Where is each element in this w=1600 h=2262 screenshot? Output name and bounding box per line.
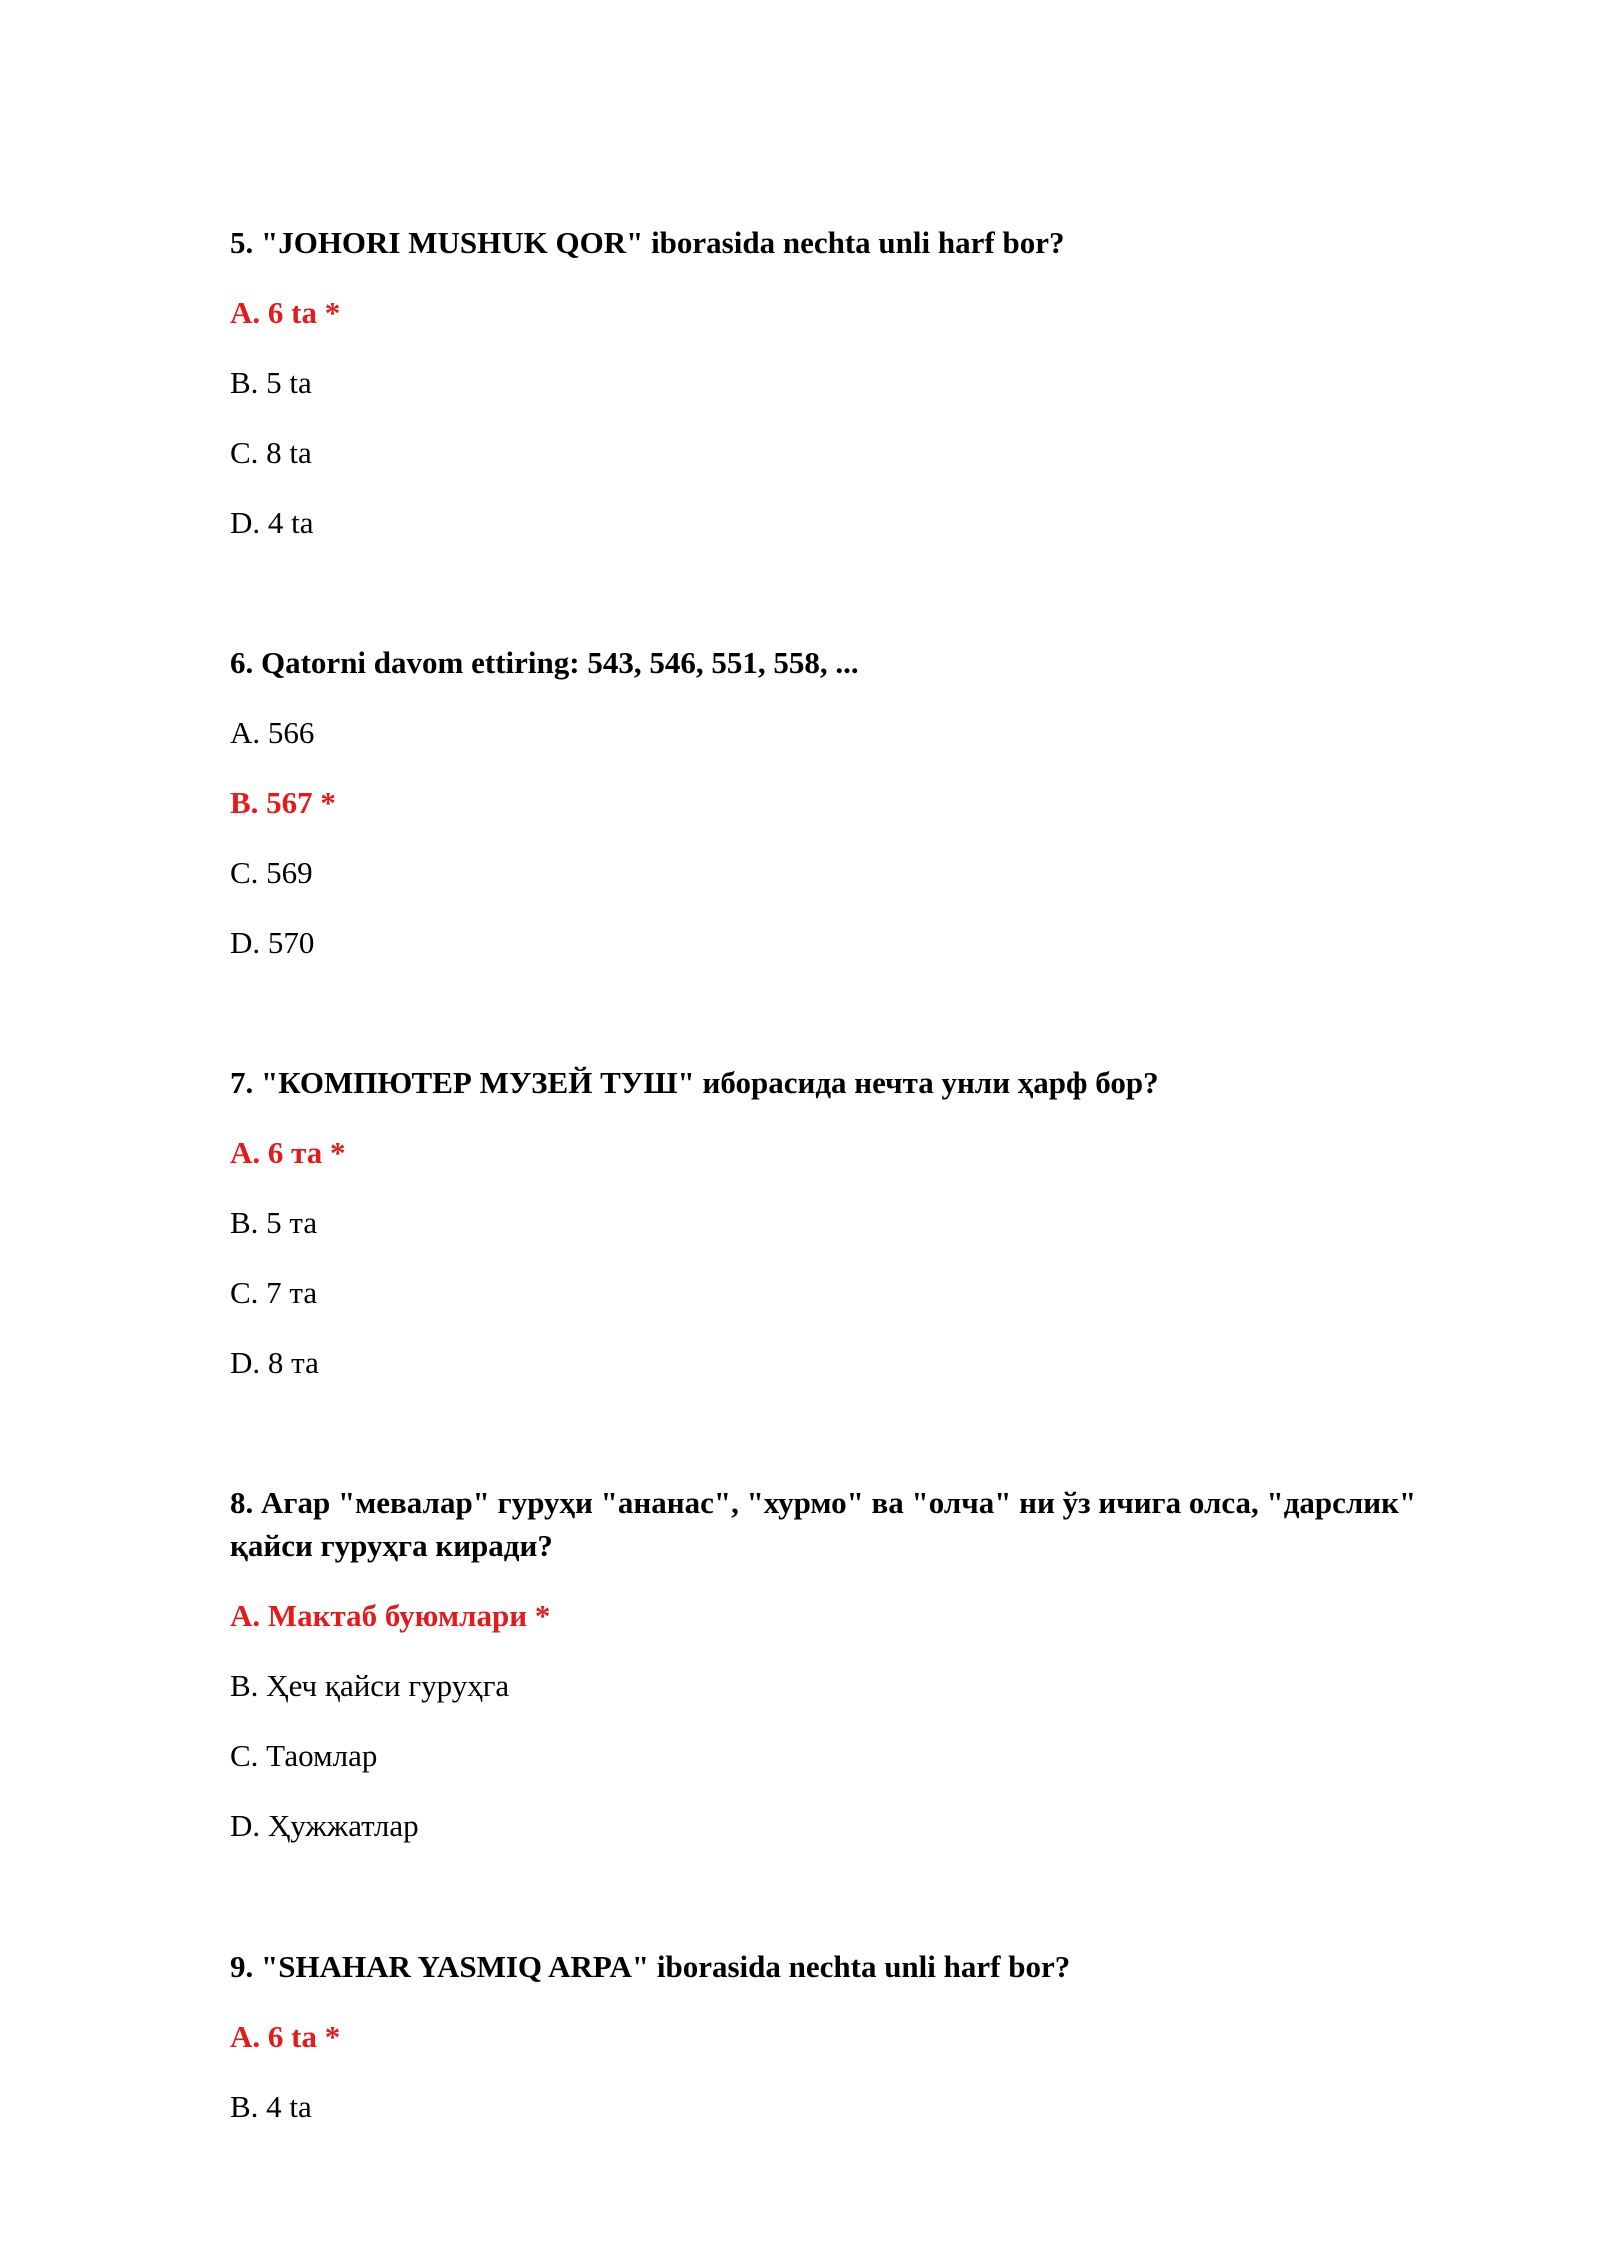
question-text: 8. Агар "мевалар" гуруҳи "ананас", "хурмо" ва "олча" ни ўз ичига олса, "дарслик" қайси гуруҳга киради? [230, 1485, 1417, 1563]
option-b: B. 4 ta [230, 2089, 312, 2124]
option-b: B. 5 та [230, 1205, 318, 1240]
option-c: C. 8 ta [230, 435, 312, 470]
question-9 [230, 1945, 1490, 2128]
option-c: C. Таомлар [230, 1738, 378, 1773]
option-b: B. Ҳеч қайси гуруҳга [230, 1668, 510, 1703]
option-a: A. Мактаб буюмлари * [230, 1598, 551, 1633]
question-text: 7. "КОМПЮТЕР МУЗЕЙ ТУШ" иборасида нечта унли ҳарф бор? [230, 1065, 1159, 1100]
option-a: A. 6 ta * [230, 2019, 341, 2054]
question-8 [230, 1481, 1490, 1847]
question-text: 9. "SHAHAR YASMIQ ARPA" iborasida nechta unli harf bor? [230, 1949, 1071, 1984]
question-text: 5. "JOHORI MUSHUK QOR" iborasida nechta unli harf bor? [230, 225, 1065, 260]
question-5 [230, 221, 1490, 544]
option-b: B. 5 ta [230, 365, 312, 400]
option-a: A. 6 та * [230, 1135, 346, 1170]
question-7 [230, 1061, 1490, 1384]
option-c: C. 7 та [230, 1275, 318, 1310]
option-b: B. 567 * [230, 785, 336, 820]
option-a: A. 566 [230, 715, 315, 750]
option-a: A. 6 ta * [230, 295, 341, 330]
option-d: D. Ҳужжатлар [230, 1808, 419, 1843]
option-c: C. 569 [230, 855, 313, 890]
option-d: D. 8 та [230, 1345, 319, 1380]
option-d: D. 4 ta [230, 505, 314, 540]
question-6 [230, 641, 1490, 964]
option-d: D. 570 [230, 925, 315, 960]
question-text: 6. Qatorni davom ettiring: 543, 546, 551, 558, ... [230, 645, 859, 680]
